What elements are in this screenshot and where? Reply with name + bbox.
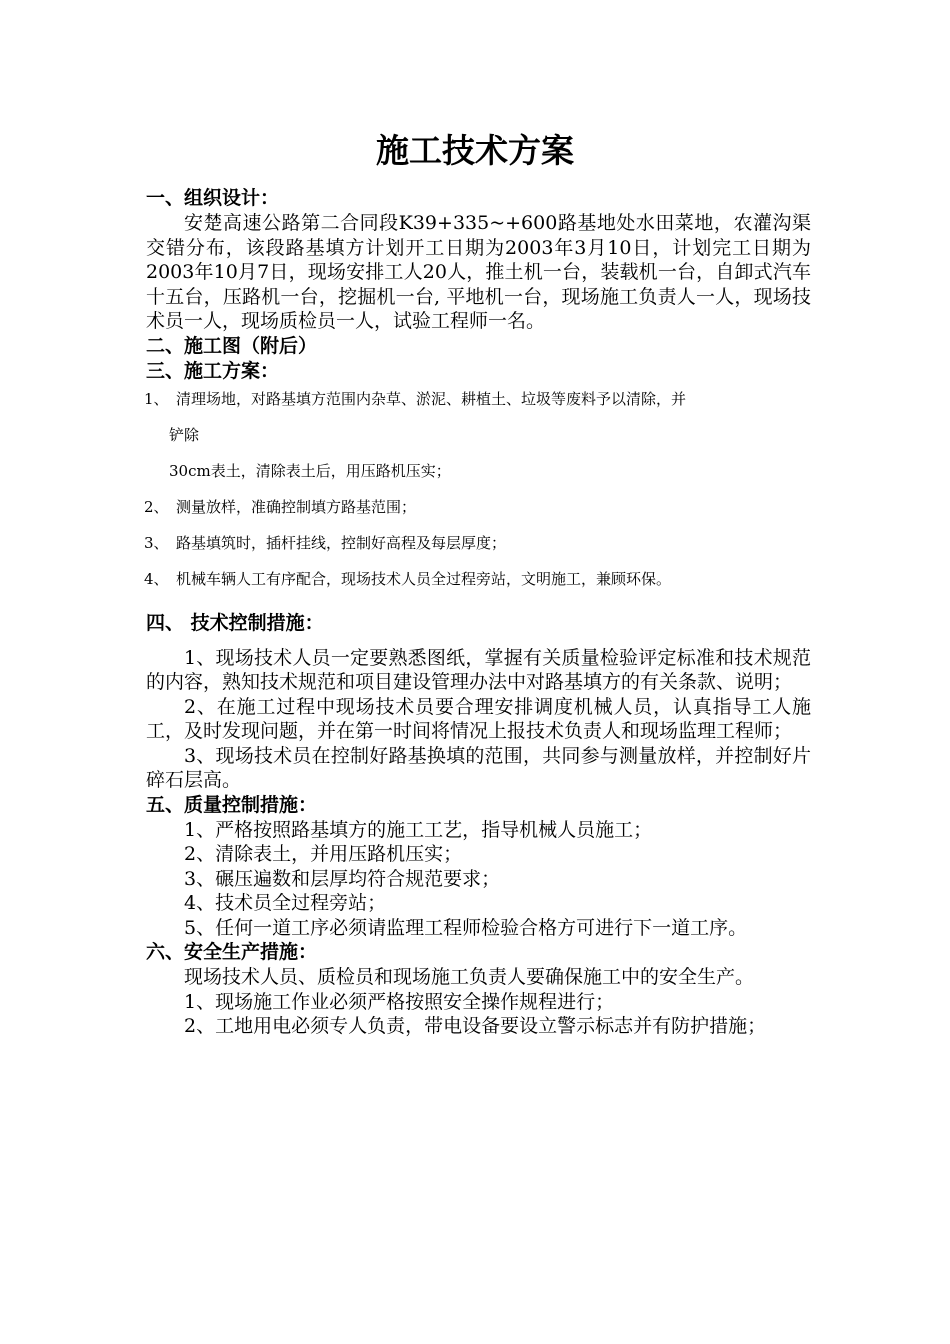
plan-item-number: 4、 [144,569,169,588]
technical-control-paragraph: 3、现场技术员在控制好路基换填的范围，共同参与测量放样，并控制好片碎石层高。 [146,744,811,791]
safety-paragraph: 2、工地用电必须专人负责，带电设备要设立警示标志并有防护措施； [184,1015,767,1037]
section-heading-organization: 一、组织设计： [146,187,280,209]
plan-item-text: 路基填筑时，插杆挂线，控制好高程及每层厚度； [176,533,507,552]
plan-item [144,531,809,555]
safety-paragraph: 1、现场施工作业必须严格按照安全操作规程进行； [184,990,615,1013]
plan-item-continuation: 铲除 [169,425,200,444]
section-heading-plan: 三、施工方案： [146,359,280,382]
plan-item-number: 1、 [144,389,169,408]
document-title: 施工技术方案 [376,131,574,170]
section-heading-quality-control: 五、质量控制措施： [146,793,318,816]
section-heading-technical-control: 四、 技术控制措施： [146,611,324,634]
plan-item-continuation: 30cm表土，清除表土后，用压路机压实； [169,461,451,480]
plan-item-text: 清理场地，对路基填方范围内杂草、淤泥、耕植土、垃圾等废料予以清除，并 [176,389,687,408]
safety-paragraph: 现场技术人员、质检员和现场施工负责人要确保施工中的安全生产。 [184,966,755,988]
plan-item [144,567,809,591]
quality-control-paragraph: 4、技术员全过程旁站； [184,892,387,914]
plan-item-number: 2、 [144,497,169,516]
section-heading-safety: 六、安全生产措施： [146,941,318,963]
document-body [146,186,811,1039]
organization-paragraph: 安楚高速公路第二合同段K39+335~+600路基地处水田菜地，农灌沟渠交错分布，该段路基填方计划开工日期为2003年3月10日，计划完工日期为2003年10月7日，现场安排工人20人，推土机一台，装载机一台，自卸式汽车十五台，压路机一台，挖掘机一台, 平地机一台，现场施工负责人一人，现场技术员一人，现场质检员一人，试验工程师一名。 [146,212,811,332]
section-heading-drawings: 二、施工图（附后） [146,334,318,357]
technical-control-paragraph: 2、在施工过程中现场技术员要合理安排调度机械人员，认真指导工人施工，及时发现问题，并在第一时间将情况上报技术负责人和现场监理工程师； [146,695,811,742]
technical-control-paragraph: 1、现场技术人员一定要熟悉图纸，掌握有关质量检验评定标准和技术规范的内容，熟知技术规范和项目建设管理办法中对路基填方的有关条款、说明； [146,646,811,693]
plan-item-text: 测量放样，准确控制填方路基范围； [176,497,417,516]
quality-control-paragraph: 2、清除表土，并用压路机压实； [184,843,463,865]
quality-control-paragraph: 5、任何一道工序必须请监理工程师检验合格方可进行下一道工序。 [184,916,748,939]
plan-item-text: 机械车辆人工有序配合，现场技术人员全过程旁站，文明施工，兼顾环保。 [176,569,672,588]
plan-item-number: 3、 [144,533,169,552]
plan-item [144,495,809,519]
quality-control-paragraph: 3、碾压遍数和层厚均符合规范要求； [184,867,501,890]
quality-control-paragraph: 1、严格按照路基填方的施工工艺，指导机械人员施工； [184,818,653,841]
plan-item [144,387,809,411]
